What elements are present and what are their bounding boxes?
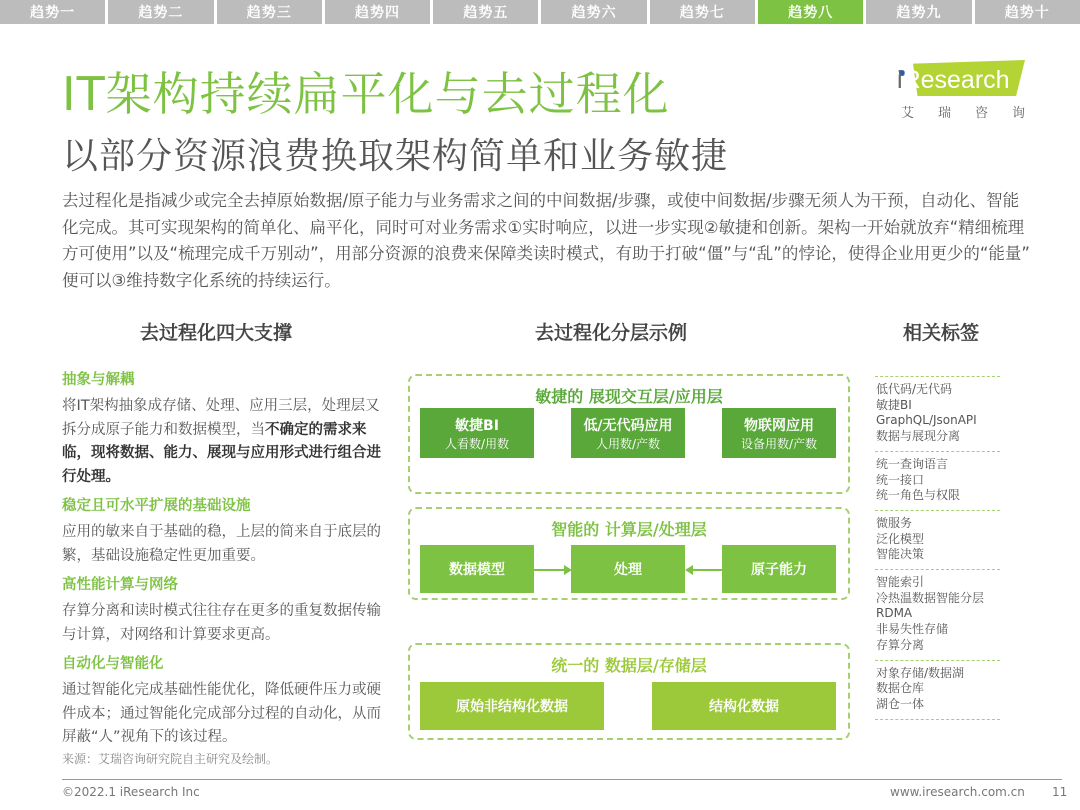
layer-application <box>408 374 850 494</box>
tab-trend-3[interactable]: 趋势三 <box>217 0 322 24</box>
tag: 冷热温数据智能分层 <box>876 590 985 605</box>
tag: 存算分离 <box>876 637 925 652</box>
support-title: 稳定且可水平扩展的基础设施 <box>62 498 251 514</box>
supports-list <box>62 368 384 755</box>
layer-title: 敏捷的 展现交互层/应用层 <box>535 387 723 406</box>
layers-heading: 去过程化分层示例 <box>535 322 688 344</box>
website-link[interactable]: www.iresearch.com.cn <box>890 785 1025 799</box>
support-body: 存算分离和读时模式往往存在更多的重复数据传输与计算，对网络和计算要求更高。 <box>62 603 381 643</box>
intro-paragraph: 去过程化是指减少或完全去掉原始数据/原子能力与业务需求之间的中间数据/步骤，或使中间数据/步骤无须人为干预，自动化、智能化完成。其可实现架构的简单化、扁平化，同时可对业务需求①实时响应，以进一步实现②敏捷和创新。架构一开始就放弃“精细梳理方可使用”以及“梳理完成千万别动”，用部分资源的浪费来保障类读时模式，有助于打破“僵”与“乱”的悖论，使得企业用更少的“能量” 便可以③维持数字化系统的持续运行。 <box>62 191 1030 290</box>
tab-trend-8[interactable]: 趋势八 <box>758 0 863 24</box>
tag-group <box>875 451 1000 510</box>
layer-storage <box>408 643 850 740</box>
tag: 统一角色与权限 <box>876 488 961 503</box>
tab-trend-10[interactable]: 趋势十 <box>975 0 1080 24</box>
page-subtitle: 以部分资源浪费换取架构简单和业务敏捷 <box>62 136 729 177</box>
tag: 统一查询语言 <box>876 456 949 471</box>
support-title: 高性能计算与网络 <box>62 577 178 593</box>
support-body: 将IT架构抽象成存储、处理、应用三层，处理层又拆分成原子能力和数据模型，当不确定的需求来临，现将数据、能力、展现与应用形式进行组合进行处理。 <box>62 398 381 485</box>
tag: 数据与展现分离 <box>876 429 961 444</box>
tag: RDMA <box>876 606 913 621</box>
support-item <box>62 494 384 568</box>
page-number: 11 <box>1052 785 1068 799</box>
layer-box-low-code: 低/无代码应用 人用数/产数 <box>571 408 685 458</box>
support-item <box>62 368 384 489</box>
trend-tab-bar <box>0 0 1080 26</box>
support-body: 应用的敏来自于基础的稳，上层的简来自于底层的繁，基础设施稳定性更加重要。 <box>62 524 381 564</box>
tab-trend-6[interactable]: 趋势六 <box>541 0 646 24</box>
layer-compute <box>408 507 850 600</box>
tag: 泛化模型 <box>876 531 925 546</box>
support-item <box>62 652 384 750</box>
tab-trend-9[interactable]: 趋势九 <box>866 0 971 24</box>
tag-group <box>875 376 1000 451</box>
layer-box-unstructured-data: 原始非结构化数据 <box>420 682 604 730</box>
tag: GraphQL/JsonAPI <box>876 413 977 428</box>
tab-trend-4[interactable]: 趋势四 <box>325 0 430 24</box>
layer-box-processing: 处理 <box>571 545 685 593</box>
iresearch-logo <box>893 56 1033 126</box>
tab-trend-1[interactable]: 趋势一 <box>0 0 105 24</box>
arrow-left-icon <box>687 569 722 571</box>
support-title: 自动化与智能化 <box>62 656 164 672</box>
tab-trend-2[interactable]: 趋势二 <box>108 0 213 24</box>
layer-box-iot: 物联网应用 设备用数/产数 <box>722 408 836 458</box>
tag-group <box>875 510 1000 569</box>
page-title: IT架构持续扁平化与去过程化 <box>62 67 670 121</box>
copyright: ©2022.1 iResearch Inc <box>62 785 200 799</box>
tags-heading: 相关标签 <box>903 322 980 344</box>
source-note: 来源：艾瑞咨询研究院自主研究及绘制。 <box>62 752 279 766</box>
tag: 对象存储/数据湖 <box>876 665 965 680</box>
layer-box-agile-bi: 敏捷BI 人看数/用数 <box>420 408 534 458</box>
layer-title: 统一的 数据层/存储层 <box>551 656 707 675</box>
layer-box-atomic-capability: 原子能力 <box>722 545 836 593</box>
logo-wordmark: iResearch <box>897 66 1010 94</box>
logo-chinese-name: 艾 瑞 咨 询 <box>901 106 1025 121</box>
tag-group <box>875 569 1000 660</box>
footer-divider <box>62 779 1062 780</box>
tag: 统一接口 <box>876 472 925 487</box>
tag: 非易失性存储 <box>876 622 949 637</box>
tag: 微服务 <box>876 515 913 530</box>
supports-heading: 去过程化四大支撑 <box>140 322 293 344</box>
arrow-right-icon <box>534 569 570 571</box>
tag: 智能决策 <box>876 547 925 562</box>
layer-box-structured-data: 结构化数据 <box>652 682 836 730</box>
related-tags <box>875 376 1000 720</box>
tab-trend-5[interactable]: 趋势五 <box>433 0 538 24</box>
tag: 智能索引 <box>876 575 925 590</box>
tab-trend-7[interactable]: 趋势七 <box>650 0 755 24</box>
support-title: 抽象与解耦 <box>62 372 135 388</box>
tag-group <box>875 660 1000 720</box>
support-item <box>62 573 384 647</box>
support-body: 通过智能化完成基础性能优化，降低硬件压力或硬件成本；通过智能化完成部分过程的自动化，从而屏蔽“人”视角下的该过程。 <box>62 682 381 745</box>
tag: 敏捷BI <box>876 397 912 412</box>
layer-title: 智能的 计算层/处理层 <box>551 520 707 539</box>
tag: 湖仓一体 <box>876 696 925 711</box>
tag: 数据仓库 <box>876 681 925 696</box>
layer-box-data-model: 数据模型 <box>420 545 534 593</box>
tag: 低代码/无代码 <box>876 382 953 396</box>
